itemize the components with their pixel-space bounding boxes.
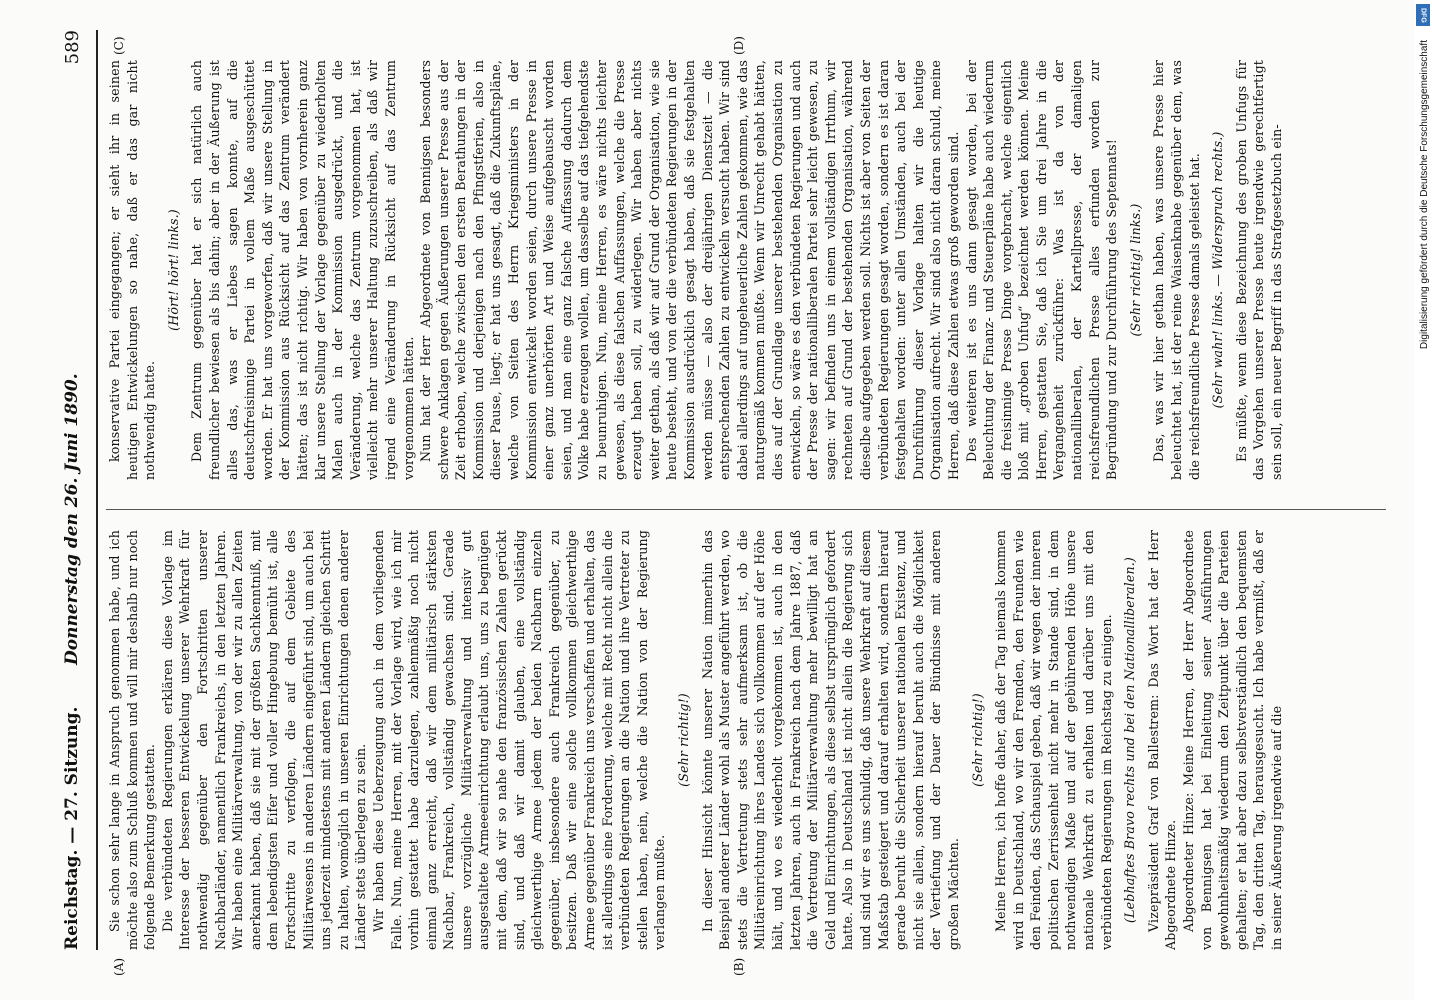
column-divider (106, 509, 1386, 510)
page-number: 589 (61, 30, 83, 65)
paragraph: Es müßte, wenn diese Bezeichnung des groben Unfugs für das Vorgehen unserer Presse heute irgendwie gerechtfertigt sein soll, ein neuer Begriff in das Strafgesetzbuch ein- (1233, 60, 1284, 480)
interjection: (Sehr richtig!) (969, 693, 985, 787)
dfg-logo: DFG (1416, 4, 1430, 26)
paragraph: Die verbündeten Regierungen erklären diese Vorlage im Interesse der besseren Entwickelung unserer Wehrkraft für nothwendig gegenüber den Fortschritten unserer Nachbarländer, namentlich Frankreichs, in den letzten Jahren. Wir haben eine Militärverwaltung, von der wir zu allen Zeiten anerkannt haben, daß sie mit der größten Sachkenntniß, mit dem lebendigsten Eifer und voller Hingebung bemüht ist, alle Fortschritte zu verfolgen, die auf dem Gebiete des Militärwesens in anderen Ländern eingeführt sind, um auch bei uns jederzeit mindestens mit anderen Ländern gleichen Schritt zu halten, womöglich in unseren Einrichtungen denen anderer Länder stets überlegen zu sein. (159, 530, 369, 950)
paragraph: Sie schon sehr lange in Anspruch genommen habe, und ich möchte also zum Schluß kommen und will mir deshalb nur noch folgende Bemerkung gestatten. (107, 530, 158, 950)
interjection: (Hört! hört! links.) (165, 209, 181, 331)
paragraph: Des weiteren ist es uns dann gesagt worden, bei der Beleuchtung der Finanz- und Steuerpläne habe auch wiederum die freisinnige Presse Dinge vorgebracht, welche eigentlich bloß mit „groben Unfug“ bezeichnet werden können. Meine Herren, gestatten Sie, daß ich Sie um drei Jahre in die Vergangenheit zurückführe: Was ist da von der nationalliberalen, der Kartellpresse, der damaligen reichsfreundlichen Presse alles erfunden worden zur Begründung und zur Durchführung des Septennats! (963, 60, 1120, 480)
margin-mark-b: (B) (732, 957, 746, 976)
header-rule (96, 30, 98, 950)
paragraph: Nun hat der Herr Abgeordnete von Bennigsen besonders schwere Anklagen gegen Äußerungen unserer Presse aus der Zeit erhoben, welche zwischen den ersten Berathungen in der Kommission und derjenigen nach den Pfingstferien, also in dieser Pause, liegt; er hat uns gesagt, daß die Zukunftspläne, welche von Seiten des Herrn Kriegsministers in der Kommission entwickelt worden seien, durch unsere Presse in einer ganz unerhörten Art und Weise aufgebauscht worden seien, und man eine ganz falsche Auffassung dadurch dem Volke habe erzeugen wollen, um dasselbe auf das tiefgehendste zu beunruhigen. Nun, meine Herren, es wäre nichts leichter gewesen, als diese falschen Auffassungen, welche die Presse erzeugt haben soll, zu widerlegen. Wir haben aber nichts weiter gethan, als daß wir auf Grund der Organisation, wie sie heute besteht, und von der die verbündeten Regierungen in der Kommission ausdrücklich gesagt haben, daß sie festgehalten werden müsse — also der dreijährigen Dienstzeit — die entsprechenden Zahlen zu entwickeln versucht haben. Wir sind dabei allerdings auf ungeheuerliche Zahlen gekommen, wie das naturgemäß kommen mußte. Wenn wir Unrecht gehabt hätten, dies auf der Grundlage unserer bestehenden Organisation zu entwickeln, so wäre es den verbündeten Regierungen und auch der Presse der nationalliberalen Partei sehr leicht gewesen, zu sagen: wir befinden uns in einem vollständigen Irrthum, wir rechneten auf Grund der bestehenden Organisation, während dieselbe aufgegeben werden soll. Nichts ist aber von Seiten der verbündeten Regierungen gesagt worden, sondern es ist daran festgehalten worden: unter allen Umständen, auch bei der Durchführung dieser Vorlage halten wir die heutige Organisation aufrecht. Wir sind also nicht daran schuld, meine Herren, daß diese Zahlen etwas groß geworden sind. (418, 60, 961, 480)
interjection: (Sehr richtig! links.) (1127, 203, 1143, 337)
paragraph: Meine Herren, ich hoffe daher, daß der Tag niemals kommen wird in Deutschland, wo wir den Fremden, den Freunden wie den Feinden, das Schauspiel geben, daß wir wegen der inneren politischen Zerrissenheit nicht mehr in Stande sind, in dem nothwendigen Maße und auf der gebührenden Höhe unsere nationale Wehrkraft zu erhalten und darüber uns mit den verbündeten Regierungen im Reichstag zu einigen. (993, 530, 1114, 950)
paragraph: konservative Partei eingegangen; er sieht ihr in seinen heutigen Entwickelungen so nahe, daß er das gar nicht nothwendig hatte. (107, 60, 158, 480)
dfg-credit-text: Digitalisierung gefördert durch die Deutsche Forschungsgemeinschaft (1419, 40, 1430, 350)
text-column-right (106, 60, 1396, 480)
dfg-strip (1414, 0, 1432, 1000)
margin-mark-d: (D) (732, 36, 746, 55)
paragraph: Vizepräsident Graf von Ballestrem: Das Wort hat der Herr Abgeordnete Hinze. (1145, 530, 1179, 950)
text-column-left (106, 530, 1396, 950)
margin-mark-c: (C) (112, 36, 126, 55)
paragraph: In dieser Hinsicht könnte unserer Nation immerhin das Beispiel anderer Länder wohl als Muster angeführt werden, wo stets die Vertretung stets sehr aufmerksam ist, ob die Militäreinrichtung ihres Landes sich vollkommen auf der Höhe hält, und wo es wiederholt vorgekommen ist, auch in den letzten Jahren, auch in Frankreich nach dem Jahre 1887, daß die Vertretung der Militärverwaltung mehr bewilligt hat an Geld und Einrichtungen, als diese selbst ursprünglich gefordert hatte. Also in Deutschland ist nicht allein die Regierung sich und sind wir es uns schuldig, daß unsere Wehrkraft auf diesem Maßstab gesteigert und darauf erhalten wird, sondern hierauf gerade beruht die Sicherheit unserer nationalen Existenz, und nicht sie allein, sondern hierauf beruht auch die Möglichkeit der Vertiefung und der Dauer der Bündnisse mit anderen großen Mächten. (699, 530, 961, 950)
paragraph: Dem Zentrum gegenüber hat er sich natürlich auch freundlicher bewiesen als bis dahin; aber in der Äußerung ist alles das, was er Liebes sagen konnte, auf die deutschfreisinnige Partei in vollem Maße ausgeschüttet worden. Er hat uns vorgeworfen, daß wir unsere Stellung in der Kommission aus Rücksicht auf das Zentrum verändert hätten; das ist nicht richtig. Wir haben von vornherein ganz klar unsere Stellung der Vorlage gegenüber zu wiederholten Malen auch in der Kommission ausgedrückt, und die Veränderung, welche das Zentrum vorgenommen hat, ist vielleicht mehr unserer Haltung zuzuschreiben, als daß wir irgend eine Veränderung in Rücksicht auf das Zentrum vorgenommen hätten. (189, 60, 416, 480)
margin-mark-a: (A) (112, 957, 126, 976)
paragraph: Wir haben diese Ueberzeugung auch in dem vorliegenden Falle. Nun, meine Herren, mit der Vorlage wird, wie ich mir vorhin gestattet habe darzulegen, zahlenmäßig noch nicht einmal ganz erreicht, daß wir dem militärisch stärksten Nachbar, Frankreich, vollständig gewachsen sind. Gerade unsere vorzügliche Militärverwaltung und intensiv gut ausgestaltete Armeeeinrichtung erlaubt uns, uns zu begnügen mit dem, daß wir so nahe den französischen Zahlen gerückt sind, und daß wir damit glauben, eine vollständig gleichwerthige Armee jedem der beiden Nachbarn einzeln gegenüber, insbesondere auch Frankreich gegenüber, zu besitzen. Daß wir eine solche vollkommen gleichwerthige Armee gegenüber Frankreich uns verschaffen und erhalten, das ist allerdings eine Forderung, welche mit Recht nicht allein die verbündeten Regierungen an die Nation und ihre Vertreter zu stellen haben, nein, welche die Nation von der Regierung verlangen mußte. (370, 530, 668, 950)
paragraph: Das, was wir hier gethan haben, was unsere Presse hier beleuchtet hat, ist der reine Waisenknabe gegenüber dem, was die reichsfreundliche Presse damals geleistet hat. (1151, 60, 1202, 480)
page-body (12, 20, 1402, 980)
interjection: (Sehr richtig!) (676, 693, 691, 787)
header-title: Reichstag. — 27. Sitzung. (62, 706, 82, 950)
paragraph: Abgeordneter Hinze: Meine Herren, der Herr Abgeordnete von Bennigsen hat bei Einleitung seiner Ausführungen gewohnheitsmäßig wiederum den Zeitpunkt über die Parteien gehalten; er hat aber dazu selbstverständlich den bequemsten Tag, den dritten Tag, herausgesucht. Ich habe vermißt, daß er in seiner Äußerung irgendwie auf die (1181, 530, 1284, 950)
header-date: Donnerstag den 26. Juni 1890. (62, 373, 82, 665)
interjection: (Sehr wahr! links. — Widerspruch rechts.) (1210, 131, 1226, 409)
interjection: (Lebhaftes Bravo rechts und bei den Nationalliberalen.) (1122, 557, 1138, 923)
running-header (52, 30, 92, 950)
